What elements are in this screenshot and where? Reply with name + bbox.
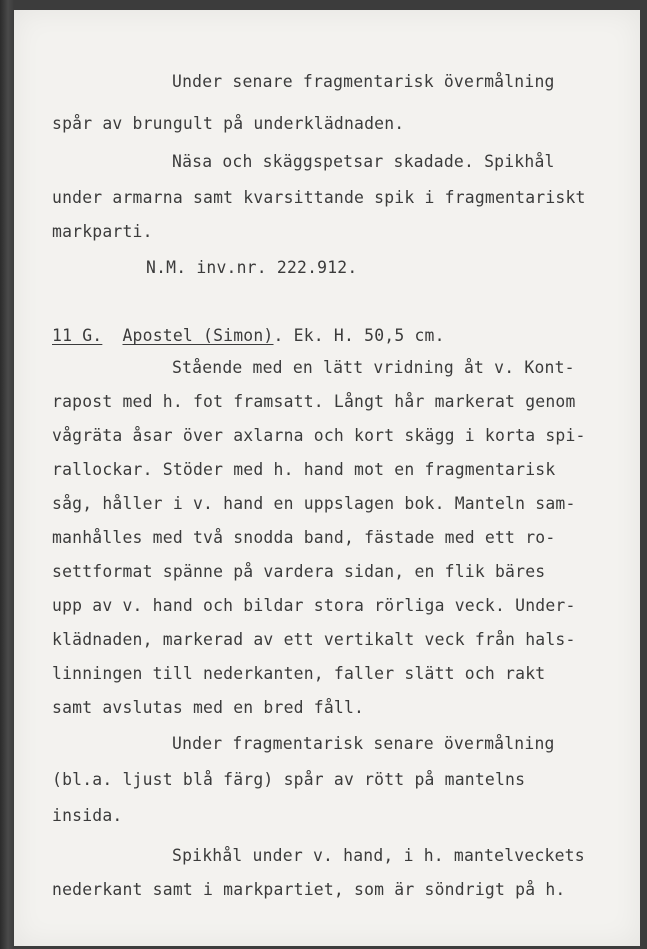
p3-line-5: såg, håller i v. hand en uppslagen bok. Manteln sam-: [52, 494, 576, 513]
p3-line-9: klädnaden, markerad av ett vertikalt veck från hals-: [52, 630, 576, 649]
p4-line-3: insida.: [52, 806, 123, 825]
p4-line-2: (bl.a. ljust blå färg) spår av rött på mantelns: [52, 770, 526, 789]
p2-line-3: markparti.: [52, 222, 153, 241]
p3-line-8: upp av v. hand och bildar stora rörliga veck. Under-: [52, 596, 576, 615]
entry-number: 11 G.: [52, 326, 103, 345]
entry-title: Apostel (Simon): [122, 326, 274, 345]
p3-line-10: linningen till nederkanten, faller slätt och rakt: [52, 664, 546, 683]
p1-line-1: Under senare fragmentarisk övermålning: [172, 72, 555, 91]
entry-heading: [52, 326, 445, 346]
p3-line-1: Stående med en lätt vridning åt v. Kont-: [172, 358, 575, 377]
p3-line-7: settformat spänne på vardera sidan, en flik bäres: [52, 562, 546, 581]
entry-details: . Ek. H. 50,5 cm.: [273, 326, 445, 345]
p2-line-1: Näsa och skäggspetsar skadade. Spikhål: [172, 152, 555, 171]
inventory-number: N.M. inv.nr. 222.912.: [146, 258, 358, 277]
p5-line-2: nederkant samt i markpartiet, som är söndrigt på h.: [52, 880, 566, 899]
p1-line-2: spår av brungult på underklädnaden.: [52, 114, 405, 133]
p2-line-2: under armarna samt kvarsittande spik i fragmentariskt: [52, 188, 586, 207]
p3-line-4: rallockar. Stöder med h. hand mot en fragmentarisk: [52, 460, 556, 479]
document-text: [14, 10, 640, 946]
p3-line-2: rapost med h. fot framsatt. Långt hår markerat genom: [52, 392, 576, 411]
p3-line-11: samt avslutas med en bred fåll.: [52, 698, 365, 717]
p5-line-1: Spikhål under v. hand, i h. mantelveckets: [172, 846, 585, 865]
p3-line-3: vågräta åsar över axlarna och kort skägg i korta spi-: [52, 426, 586, 445]
typewritten-sheet: [14, 10, 640, 946]
p4-line-1: Under fragmentarisk senare övermålning: [172, 734, 555, 753]
p3-line-6: manhålles med två snodda band, fästade med ett ro-: [52, 528, 556, 547]
